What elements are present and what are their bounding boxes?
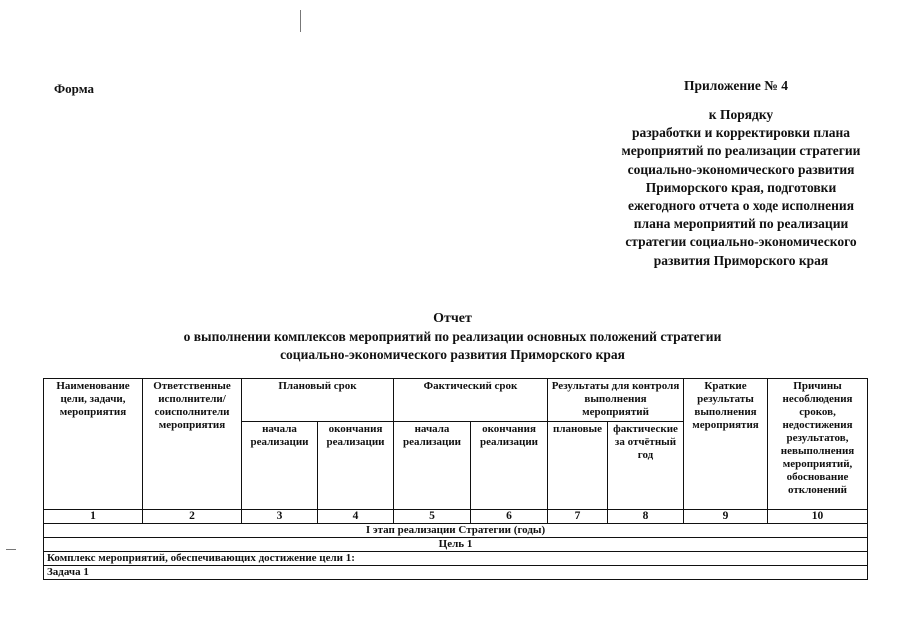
header-name-col: Наименование цели, задачи, мероприятия: [44, 379, 143, 510]
column-number: 5: [394, 510, 471, 524]
stage-row-cell: I этап реализации Стратегии (годы): [44, 524, 868, 538]
column-number: 7: [548, 510, 608, 524]
column-number: 10: [768, 510, 868, 524]
table-row: [44, 538, 868, 552]
appendix-reference: [610, 106, 872, 270]
goal-row-cell: Цель 1: [44, 538, 868, 552]
appendix-line: социально-экономического развития: [627, 161, 855, 177]
header-reasons-col: Причины несоблюдения сроков, недостижения результатов, невыполнения мероприятий, обоснование отклонений: [768, 379, 868, 510]
scan-mark-left: [6, 549, 16, 550]
form-label: Форма: [54, 81, 94, 96]
header-planned-group: Плановый срок: [242, 379, 394, 422]
header-brief-results-col: Краткие результаты выполнения мероприятия: [684, 379, 768, 510]
column-number: 3: [242, 510, 318, 524]
appendix-line: мероприятий по реализации стратегии: [621, 143, 861, 159]
table-row: [44, 566, 868, 580]
report-title: Отчет: [433, 311, 472, 326]
header-actual-end: окончания реализации: [471, 422, 548, 510]
header-results-group: Результаты для контроля выполнения мероприятий: [548, 379, 684, 422]
column-number: 6: [471, 510, 548, 524]
header-planned-end: окончания реализации: [318, 422, 394, 510]
table-row: [44, 552, 868, 566]
scan-mark-top: [300, 10, 301, 32]
header-actual-start: начала реализации: [394, 422, 471, 510]
task-row-cell: Задача 1: [44, 566, 868, 580]
report-subtitle-line: социально-экономического развития Приморского края: [280, 346, 625, 362]
report-subtitle-line: о выполнении комплексов мероприятий по реализации основных положений стратегии: [183, 329, 722, 344]
complex-row-cell: Комплекс мероприятий, обеспечивающих достижение цели 1:: [44, 552, 868, 566]
appendix-line: плана мероприятий по реализации: [633, 216, 849, 232]
appendix-title: Приложение № 4: [684, 78, 788, 93]
appendix-line: к Порядку: [708, 107, 774, 122]
column-number: 8: [608, 510, 684, 524]
column-number: 4: [318, 510, 394, 524]
header-results-planned: плановые: [548, 422, 608, 510]
appendix-line: Приморского края, подготовки: [645, 179, 837, 195]
column-number: 9: [684, 510, 768, 524]
column-number-row: [44, 510, 868, 524]
appendix-line: разработки и корректировки плана: [631, 125, 851, 141]
header-planned-start: начала реализации: [242, 422, 318, 510]
report-subtitle: [0, 328, 905, 363]
appendix-line: развития Приморского края: [653, 252, 829, 268]
column-number: 1: [44, 510, 143, 524]
table-header-row: [44, 379, 868, 422]
table-row: [44, 524, 868, 538]
header-results-actual: фактические за отчётный год: [608, 422, 684, 510]
report-table: [43, 378, 868, 580]
header-responsible-col: Ответственные исполнители/ соисполнители мероприятия: [143, 379, 242, 510]
header-actual-group: Фактический срок: [394, 379, 548, 422]
appendix-line: ежегодного отчета о ходе исполнения: [628, 198, 854, 214]
column-number: 2: [143, 510, 242, 524]
appendix-line: стратегии социально-экономического: [625, 234, 857, 250]
